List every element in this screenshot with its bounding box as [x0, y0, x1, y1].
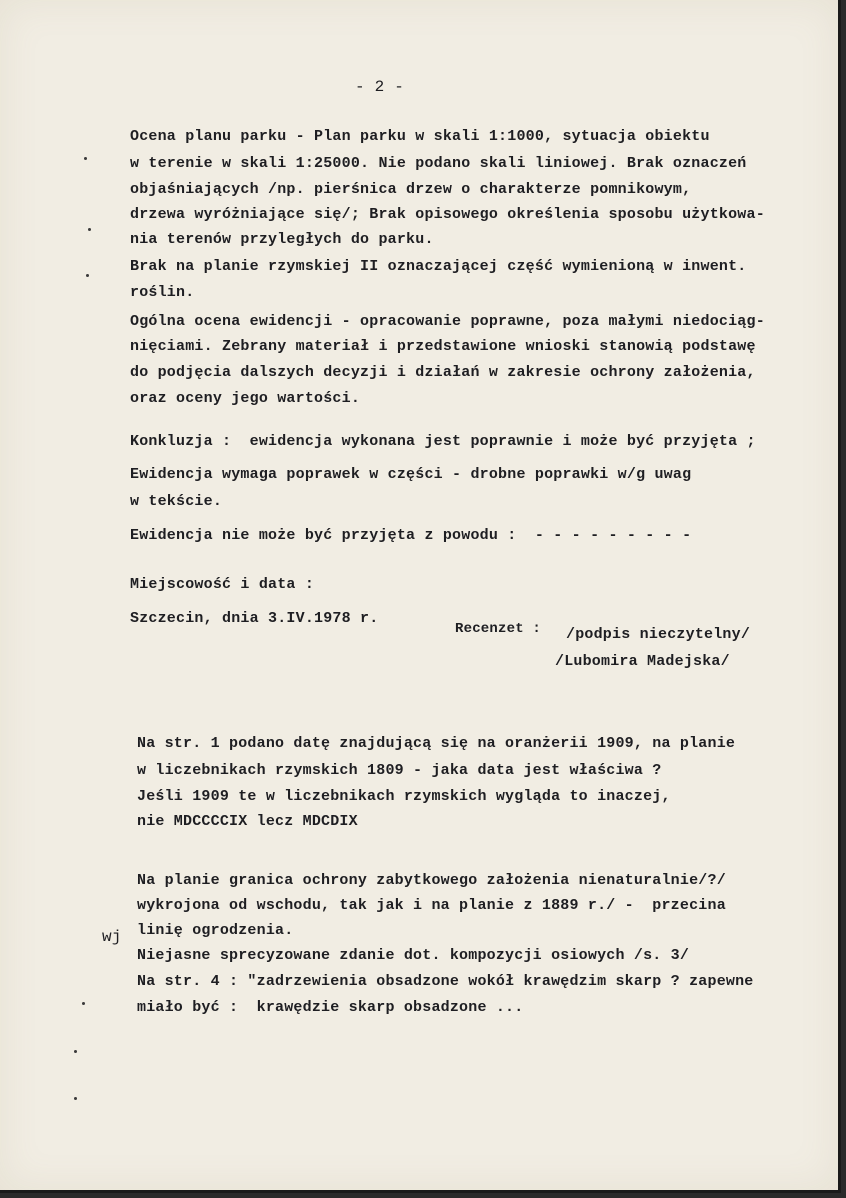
note-line: Na planie granica ochrony zabytkowego założenia nienaturalnie/?/: [137, 872, 726, 889]
margin-mark: [74, 1050, 77, 1053]
margin-mark: [88, 228, 91, 231]
note-line: Na str. 1 podano datę znajdującą się na oranżerii 1909, na planie: [137, 735, 736, 752]
page-number: - 2 -: [355, 78, 405, 96]
note-line: Niejasne sprecyzowane zdanie dot. kompozycji osiowych /s. 3/: [137, 947, 690, 964]
place-date: Szczecin, dnia 3.IV.1978 r.: [130, 610, 379, 627]
needs-fix-line: Ewidencja wymaga poprawek w części - drobne poprawki w/g uwag: [130, 466, 692, 483]
review-line: roślin.: [130, 284, 195, 301]
review-line: Ocena planu parku - Plan parku w skali 1:1000, sytuacja obiektu: [130, 128, 710, 145]
note-line: miało być : krawędzie skarp obsadzone ...: [137, 999, 524, 1016]
review-line: nia terenów przyległych do parku.: [130, 231, 434, 248]
review-line: objaśniających /np. pierśnica drzew o charakterze pomnikowym,: [130, 181, 692, 198]
note-line: linię ogrodzenia.: [137, 922, 294, 939]
signature-note: /podpis nieczytelny/: [566, 626, 751, 643]
margin-mark: [86, 274, 89, 277]
rejected-line: Ewidencja nie może być przyjęta z powodu : - - - - - - - - -: [130, 527, 692, 544]
margin-note: wj: [102, 928, 122, 946]
note-line: nie MDCCCCIX lecz MDCDIX: [137, 813, 358, 830]
place-date-label: Miejscowość i data :: [130, 576, 315, 593]
note-line: Na str. 4 : "zadrzewienia obsadzone wokół krawędzim skarp ? zapewne: [137, 973, 754, 990]
reviewer-label: Recenzet :: [455, 621, 542, 637]
review-line: drzewa wyróżniające się/; Brak opisowego określenia sposobu użytkowa-: [130, 206, 765, 223]
note-line: wykrojona od wschodu, tak jak i na planie z 1889 r./ - przecina: [137, 897, 726, 914]
reviewer-name: /Lubomira Madejska/: [555, 653, 730, 670]
conclusion-line: Konkluzja : ewidencja wykonana jest poprawnie i może być przyjęta ;: [130, 433, 756, 450]
review-line: w terenie w skali 1:25000. Nie podano skali liniowej. Brak oznaczeń: [130, 155, 747, 172]
margin-mark: [84, 157, 87, 160]
review-line: Ogólna ocena ewidencji - opracowanie poprawne, poza małymi niedociąg-: [130, 313, 765, 330]
needs-fix-line: w tekście.: [130, 493, 223, 510]
margin-mark: [74, 1097, 77, 1100]
review-line: nięciami. Zebrany materiał i przedstawione wnioski stanowią podstawę: [130, 338, 756, 355]
margin-mark: [82, 1002, 85, 1005]
review-line: do podjęcia dalszych decyzji i działań w zakresie ochrony założenia,: [130, 364, 756, 381]
note-line: Jeśli 1909 te w liczebnikach rzymskich wygląda to inaczej,: [137, 788, 671, 805]
note-line: w liczebnikach rzymskich 1809 - jaka data jest właściwa ?: [137, 762, 662, 779]
review-line: Brak na planie rzymskiej II oznaczającej część wymienioną w inwent.: [130, 258, 747, 275]
review-line: oraz oceny jego wartości.: [130, 390, 361, 407]
